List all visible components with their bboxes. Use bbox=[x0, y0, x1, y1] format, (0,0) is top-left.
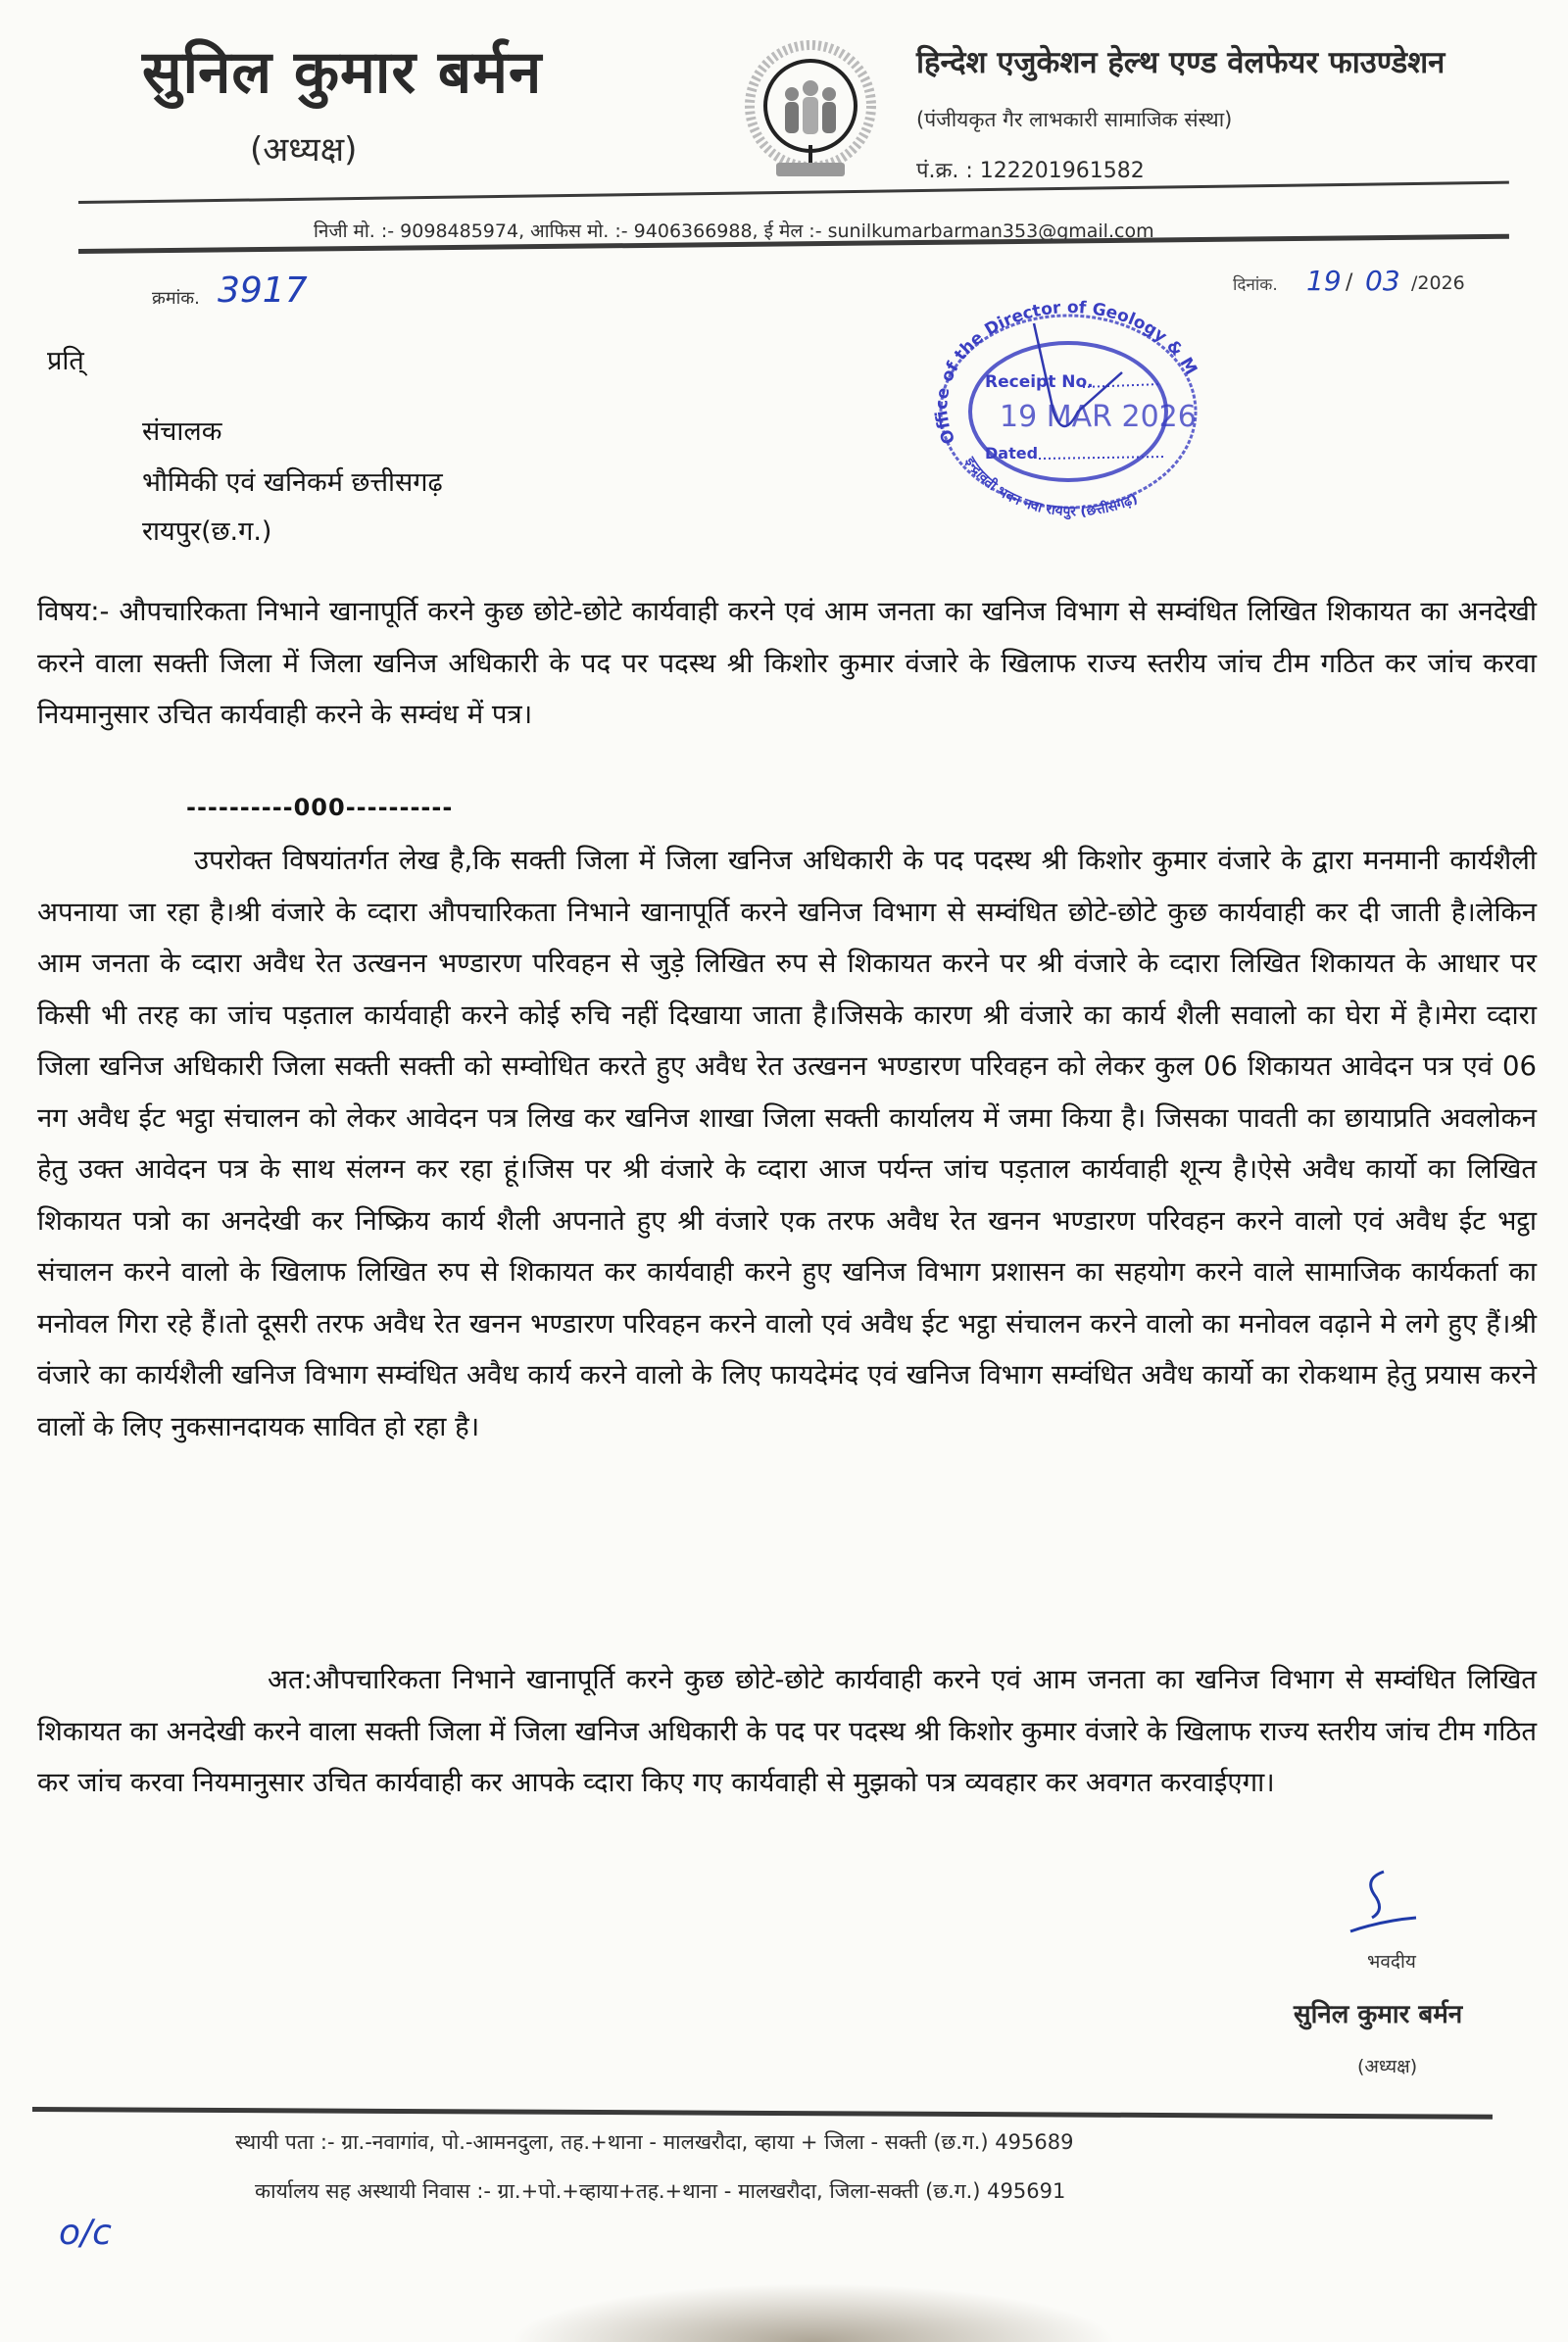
signature-mark bbox=[1343, 1867, 1421, 1944]
body-paragraph: उपरोक्त विषयांतर्गत लेख है,कि सक्ती जिला में जिला खनिज अधिकारी के पद पदस्थ श्री किशोर कुमार वंजारे के द्वारा मनमानी कार्यशैली अपनाया जा रहा है।श्री वंजारे के व्दारा औपचारिकता निभाने खानापूर्ति करने खनिज विभाग से सम्वंधित छोटे-छोटे कुछ कार्यवाही कर दी जाती है।लेकिन आम जनता के व्दारा अवैध रेत उत्खनन भण्डारण परिवहन से जुड़े लिखित रुप से शिकायत करने पर श्री वंजारे के व्दारा लिखित शिकायत के आधार पर किसी भी तरह का जांच पड़ताल कार्यवाही करने कोई रुचि नहीं दिखाया जाता है।जिसके कारण श्री वंजारे का कार्य शैली सवालो का घेरा में है।मेरा व्दारा जिला खनिज अधिकारी जिला सक्ती सक्ती को सम्वोधित करते हुए अवैध रेत उत्खनन भण्डारण परिवहन को लेकर कुल 06 शिकायत आवेदन पत्र एवं 06 नग अवैध ईट भट्ठा संचालन को लेकर आवेदन पत्र लिख कर खनिज शाखा जिला सक्ती कार्यालय में जमा किया है। जिसका पावती का छायाप्रति अवलोकन हेतु उक्त आवेदन पत्र के साथ संलग्न कर रहा हूं।जिस पर श्री वंजारे के व्दारा आज पर्यन्त जांच पड़ताल कार्यवाही शून्य है।ऐसे अवैध कार्यो का लिखित शिकायत पत्रो का अनदेखी कर निष्क्रिय कार्य शैली अपनाते हुए श्री वंजारे एक तरफ अवैध रेत खनन भण्डारण परिवहन करने वालो एवं अवैध ईट भट्ठा संचालन करने वालो के खिलाफ लिखित रुप से शिकायत कर कार्यवाही करने हुए खनिज विभाग प्रशासन का सहयोग करने वाले सामाजिक कार्यकर्ता का मनोवल गिरा रहे हैं।तो दूसरी तरफ अवैध रेत खनन भण्डारण परिवहन करने वालो एवं अवैध ईट भट्ठा संचालन करने वालो का मनोवल वढ़ाने मे लगे हुए हैं।श्री वंजारे का कार्यशैली खनिज विभाग सम्वंधित अवैध कार्य करने वालो के लिए फायदेमंद एवं खनिज विभाग सम्वंधित अवैध कार्यो का रोकथाम हेतु प्रयास करने वालों के लिए नुकसानदायक सावित हो रहा है। bbox=[37, 845, 1537, 1442]
registration-number: पं.क्र. : 122201961582 bbox=[916, 159, 1145, 183]
handwritten-note: o/c bbox=[59, 2213, 112, 2253]
addressee-line: संचालक bbox=[142, 416, 222, 447]
date-year: /2026 bbox=[1411, 272, 1465, 294]
stamp-top-text: Office of the Director of Geology & M bbox=[931, 298, 1201, 447]
header-rule-top bbox=[78, 181, 1509, 204]
stamp-receipt-label: Receipt No. bbox=[985, 372, 1094, 392]
svg-text:इन्द्रावती भवन नवा रायपुर (छत् bbox=[961, 454, 1141, 520]
contact-line: निजी मो. :- 9098485974, आफिस मो. :- 9406366988, ई मेल :- sunilkumarbarman353@gmail.com bbox=[314, 220, 1154, 242]
people-circle-logo-icon bbox=[737, 37, 884, 184]
body-paragraph-conclusion: अत:औपचारिकता निभाने खानापूर्ति करने कुछ छोटे-छोटे कार्यवाही करने एवं आम जनता का खनिज विभाग से सम्वंधित लिखित शिकायत का अनदेखी करने वाला सक्ती जिला में जिला खनिज अधिकारी के पद पर पदस्थ श्री किशोर कुमार वंजारे के खिलाफ राज्य स्तरीय जांच टीम गठित कर जांच करवा नियमानुसार उचित कार्यवाही कर आपके व्दारा किए गए कार्यवाही से मुझको पत्र व्यवहार कर अवगत करवाईएगा। bbox=[37, 1664, 1537, 1798]
receipt-stamp bbox=[906, 294, 1279, 539]
letterhead-role: (अध्यक्ष) bbox=[250, 130, 358, 170]
signature-name: सुनिल कुमार बर्मन bbox=[1294, 2000, 1463, 2029]
office-address: कार्यालय सह अस्थायी निवास :- ग्रा.+पो.+व्हाया+तह.+थाना - मालखरौदा, जिला-सक्ती (छ.ग.) 495691 bbox=[255, 2179, 1066, 2203]
scan-shadow bbox=[510, 2283, 1117, 2342]
stamp-date: 19 MAR 2026 bbox=[1000, 400, 1197, 434]
stamp-dated-label: Dated bbox=[985, 444, 1039, 463]
date-separator: / bbox=[1346, 270, 1353, 295]
organization-subtitle: (पंजीयकृत गैर लाभकारी सामाजिक संस्था) bbox=[916, 108, 1233, 131]
permanent-address: स्थायी पता :- ग्रा.-नवागांव, पो.-आमनदुला, तह.+थाना - मालखरौदा, व्हाया + जिला - सक्ती (छ.ग.) 495689 bbox=[235, 2130, 1074, 2154]
signature-role: (अध्यक्ष) bbox=[1357, 2056, 1418, 2077]
stamp-bottom-text: इन्द्रावती भवन नवा रायपुर (छत्तीसगढ़) bbox=[961, 454, 1141, 520]
section-divider: ----------000---------- bbox=[186, 794, 454, 821]
addressee-line: रायपुर(छ.ग.) bbox=[142, 516, 272, 547]
date-label: दिनांक. bbox=[1233, 275, 1278, 295]
signature-closing: भवदीय bbox=[1367, 1951, 1416, 1973]
date-day: 19 bbox=[1306, 265, 1342, 297]
letterhead-name: सुनिल कुमार बर्मन bbox=[142, 38, 543, 107]
footer-rule bbox=[32, 2107, 1493, 2120]
addressee-prefix: प्रति् bbox=[47, 346, 84, 376]
date-month: 03 bbox=[1365, 265, 1400, 297]
organization-name: हिन्देश एजुकेशन हेल्थ एण्ड वेलफेयर फाउण्डेशन bbox=[916, 45, 1446, 80]
subject-line: विषय:- औपचारिकता निभाने खानापूर्ति करने कुछ छोटे-छोटे कार्यवाही करने एवं आम जनता का खनिज विभाग से सम्वंधित लिखित शिकायत का अनदेखी करने वाला सक्ती जिला में जिला खनिज अधिकारी के पद पर पदस्थ श्री किशोर कुमार वंजारे के खिलाफ राज्य स्तरीय जांच टीम गठित कर जांच करवा नियमानुसार उचित कार्यवाही करने के सम्वंध में पत्र। bbox=[37, 596, 1537, 730]
reference-label: क्रमांक. bbox=[152, 288, 200, 309]
addressee-line: भौमिकी एवं खनिकर्म छत्तीसगढ़ bbox=[142, 467, 443, 498]
reference-number: 3917 bbox=[218, 270, 308, 311]
